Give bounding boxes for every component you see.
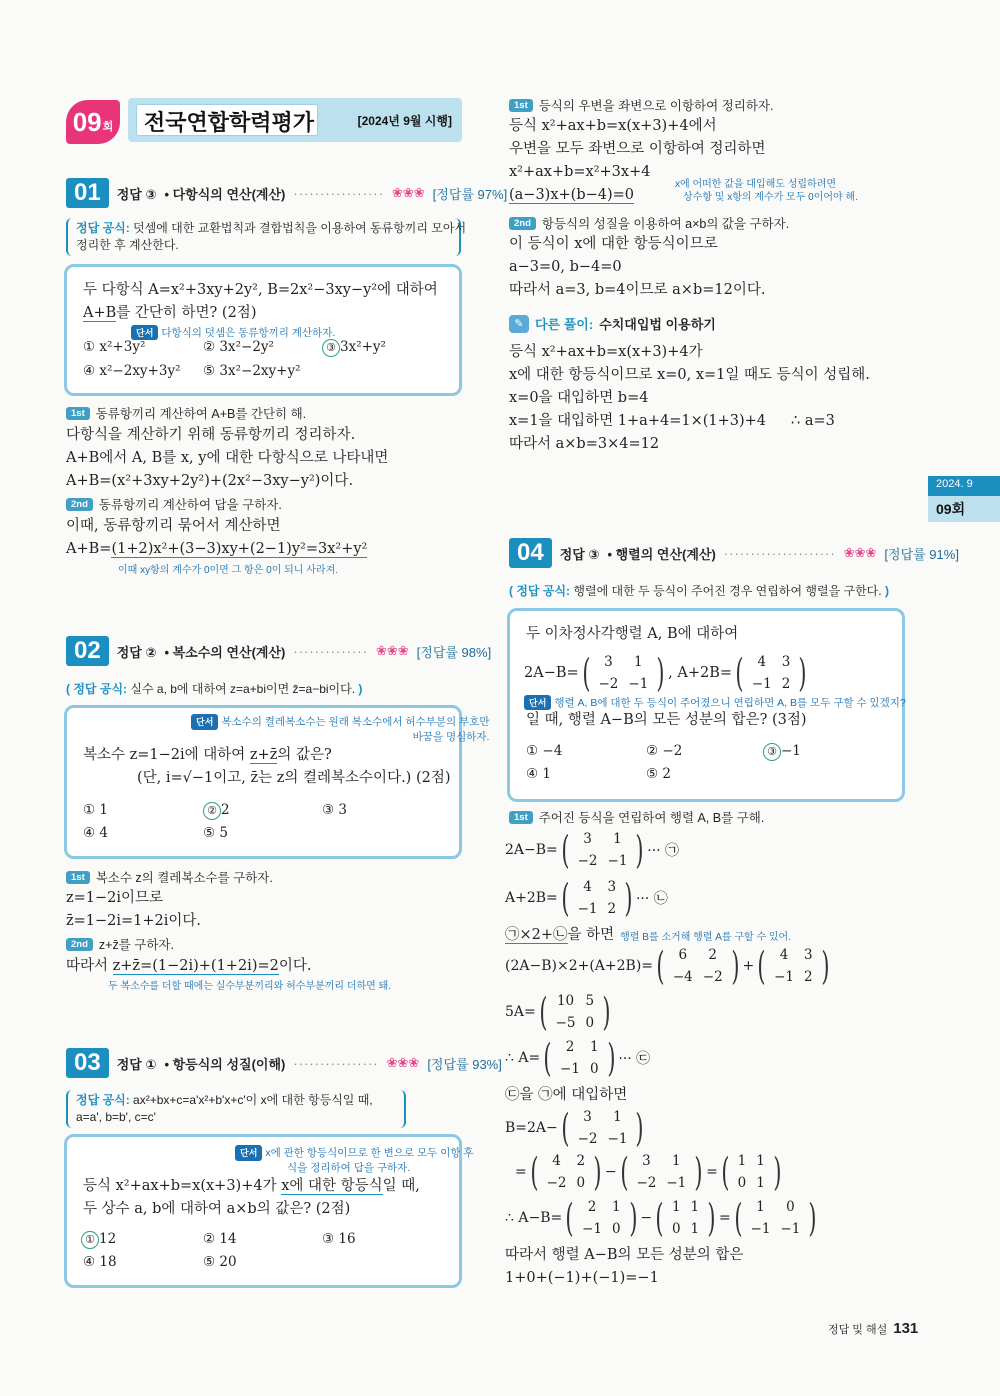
q1-header: 01 정답 ③ • 다항식의 연산(계산) ················· ❀❀❀ [정답률 97%] [66,178,507,208]
alt-solution-header: ✎ 다른 풀이: 수치대입법 이용하기 [509,314,716,333]
q4-number: 04 [509,538,552,568]
difficulty-icon: ❀❀❀ [375,643,409,658]
matrix: ( 3 1 −2 −1 ) [581,651,665,695]
q2-number: 02 [66,636,109,666]
matrix: ( 3 1 −2 −1 ) [619,1150,703,1194]
exam-number-badge: 09 회 [66,100,120,144]
q1-number: 01 [66,178,109,208]
q3-number: 03 [66,1048,109,1078]
correct-answer-mark: ② [203,802,221,820]
matrix: ( 3 1 −2 −1 ) [561,828,644,872]
matrix: ( 2 1 −1 0 ) [543,1036,616,1080]
matrix: ( 4 3 −1 2 ) [735,651,807,695]
matrix: ( 10 5 −5 0 ) [539,990,611,1034]
q4-problem-box: 두 이차정사각행렬 A, B에 대하여 2A−B= ( 3 1 −2 −1 ) , A+2B= ( 4 3 −1 2 ) 단서 행렬 A, B에 대한 두 등식이 주어졌으니 연립하면 A, B를 모두 구할 수 있겠지? 일 때, 행렬 A−B의 모든 성분의 합은? (3점) ① −4 ② −2 ③ −1 ④ 1 ⑤ 2 [507,608,905,802]
q1-formula: 정답 공식: 덧셈에 대한 교환법칙과 결합법칙을 이용하여 동류항끼리 모아서 정리한 후 계산한다. [66,218,461,256]
side-tab: 2024. 9 09회 [928,476,1000,522]
q2-formula: ( 정답 공식: 실수 a, b에 대하여 z=a+bi이면 z̄=a−bi이다. ) [66,682,363,696]
q3-header: 03 정답 ① • 항등식의 성질(이해) ················ ❀❀❀ [정답률 93%] [66,1048,502,1078]
matrix: ( 6 2 −4 −2 ) [656,944,740,988]
correct-answer-mark: ③ [322,339,340,357]
q4-header: 04 정답 ③ • 행렬의 연산(계산) ····················· ❀❀❀ [정답률 91%] [509,538,959,568]
matrix: ( 2 1 −1 0 ) [565,1196,638,1240]
difficulty-icon: ❀❀❀ [843,545,877,560]
q4-formula: ( 정답 공식: 행렬에 대한 두 등식이 주어진 경우 연립하여 행렬을 구한다. ) [509,584,889,598]
difficulty-icon: ❀❀❀ [386,1055,420,1070]
q2-problem-box: 단서 복소수의 켤레복소수는 원래 복소수에서 허수부분의 부호만 바꿈을 명심하자. 복소수 z=1−2i에 대하여 z+z̄의 값은? (단, i=√−1이고, z̄는 z의 켤레복소수이다.) (2점) ① 1 ② 2 ③ 3 ④ 4 ⑤ 5 [64,705,462,859]
alt-solution-icon: ✎ [509,315,529,333]
q1-answer: 정답 ③ [116,186,157,202]
matrix: ( 4 3 −1 2 ) [757,944,830,988]
page-number: 131 [893,1320,919,1337]
exam-title-bar [128,98,462,142]
matrix: ( 4 2 −2 0 ) [530,1150,602,1194]
exam-header [66,96,462,146]
matrix: ( 1 0 −1 −1 ) [734,1196,817,1240]
q1-topic: • 다항식의 연산(계산) [164,186,286,202]
q1-rate: [정답률 97%] [432,186,508,202]
q3-formula: 정답 공식: ax²+bx+c=a'x²+b'x+c'이 x에 대한 항등식일 때, a=a', b=b', c=c' [66,1090,406,1128]
matrix: ( 1 1 0 1 ) [655,1196,716,1240]
matrix: ( 1 1 0 1 ) [721,1150,782,1194]
exam-date: [2024년 9월 시행] [357,114,452,128]
difficulty-icon: ❀❀❀ [391,185,425,200]
matrix: ( 4 3 −1 2 ) [561,876,633,920]
page-footer: 정답 및 해설 131 [828,1320,919,1337]
correct-answer-mark: ① [81,1231,99,1249]
q1-hint: 단서 다항식의 덧셈은 동류항끼리 계산하자. [131,325,335,340]
exam-title: 전국연합학력평가 [144,110,315,135]
correct-answer-mark: ③ [763,743,781,761]
matrix: ( 3 1 −2 −1 ) [561,1106,644,1150]
q1-problem-box: 두 다항식 A=x²+3xy+2y², B=2x²−3xy−y²에 대하여 A+B를 간단히 하면? (2점) 단서 다항식의 덧셈은 동류항끼리 계산하자. ① x²+3y² ② 3x²−2y² ③ 3x²+y² ④ x²−2xy+3y² ⑤ 3x²−2xy+y² [64,264,462,396]
q3-problem-box: 단서 x에 관한 항등식이므로 한 변으로 모두 이항 후 식을 정리하여 답을 구하자. 등식 x²+ax+b=x(x+3)+4가 x에 대한 항등식일 때, 두 상수 a, b에 대하여 a×b의 값은? (2점) ① 12 ② 14 ③ 16 ④ 18 ⑤ 20 [64,1134,462,1288]
q2-header: 02 정답 ② • 복소수의 연산(계산) ·············· ❀❀❀ [정답률 98%] [66,636,491,666]
